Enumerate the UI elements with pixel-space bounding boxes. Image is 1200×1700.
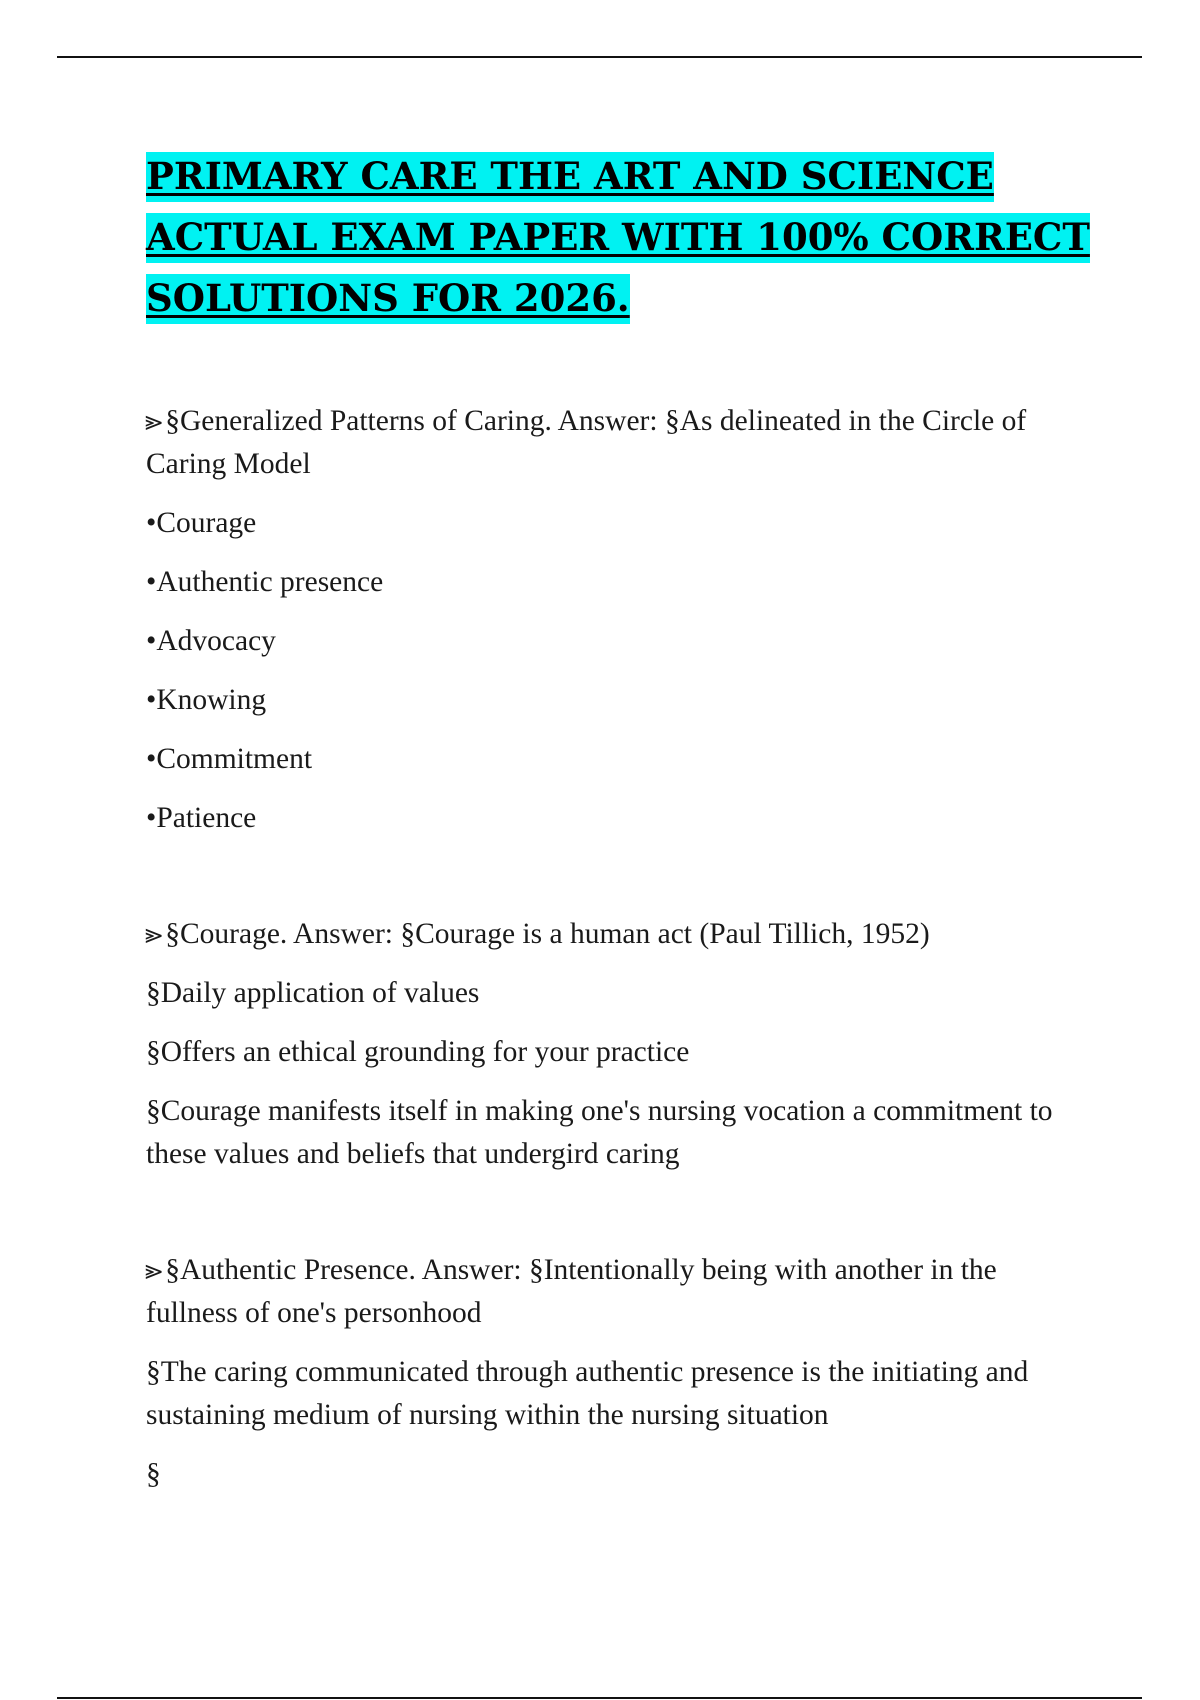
question-courage	[146, 913, 1076, 956]
arrow-bullet-icon: ⪢	[144, 919, 163, 949]
list-item: •Courage	[146, 507, 257, 539]
list-item: •Advocacy	[146, 625, 276, 657]
arrow-bullet-icon: ⪢	[144, 406, 163, 436]
question-text: §Courage. Answer: §Courage is a human act (Paul Tillich, 1952)	[165, 918, 930, 950]
question-authentic-presence	[146, 1249, 1076, 1335]
document-title	[146, 146, 1106, 329]
bottom-rule	[57, 1697, 1142, 1699]
title-highlight: PRIMARY CARE THE ART AND SCIENCE ACTUAL EXAM PAPER WITH 100% CORRECT SOLUTIONS FOR 2026.	[146, 152, 1090, 324]
answer-line: §Offers an ethical grounding for your practice	[146, 1036, 690, 1068]
arrow-bullet-icon: ⪢	[144, 1255, 163, 1285]
answer-line: §The caring communicated through authentic presence is the initiating and sustaining medium of nursing within the nursing situation	[146, 1356, 1029, 1431]
list-item: •Commitment	[146, 743, 313, 775]
question-text: §Generalized Patterns of Caring. Answer: §As delineated in the Circle of Caring Model	[146, 405, 1027, 480]
list-item: •Knowing	[146, 684, 267, 716]
list-item: •Patience	[146, 802, 257, 834]
answer-line: §	[146, 1458, 161, 1490]
answer-line: §Courage manifests itself in making one's nursing vocation a commitment to these values and beliefs that undergird caring	[146, 1095, 1053, 1170]
list-item: •Authentic presence	[146, 566, 384, 598]
top-rule	[57, 56, 1142, 58]
question-text: §Authentic Presence. Answer: §Intentionally being with another in the fullness of one's personhood	[146, 1254, 997, 1329]
answer-line: §Daily application of values	[146, 977, 480, 1009]
question-generalized-patterns	[146, 400, 1076, 486]
document-body	[146, 400, 1076, 1496]
